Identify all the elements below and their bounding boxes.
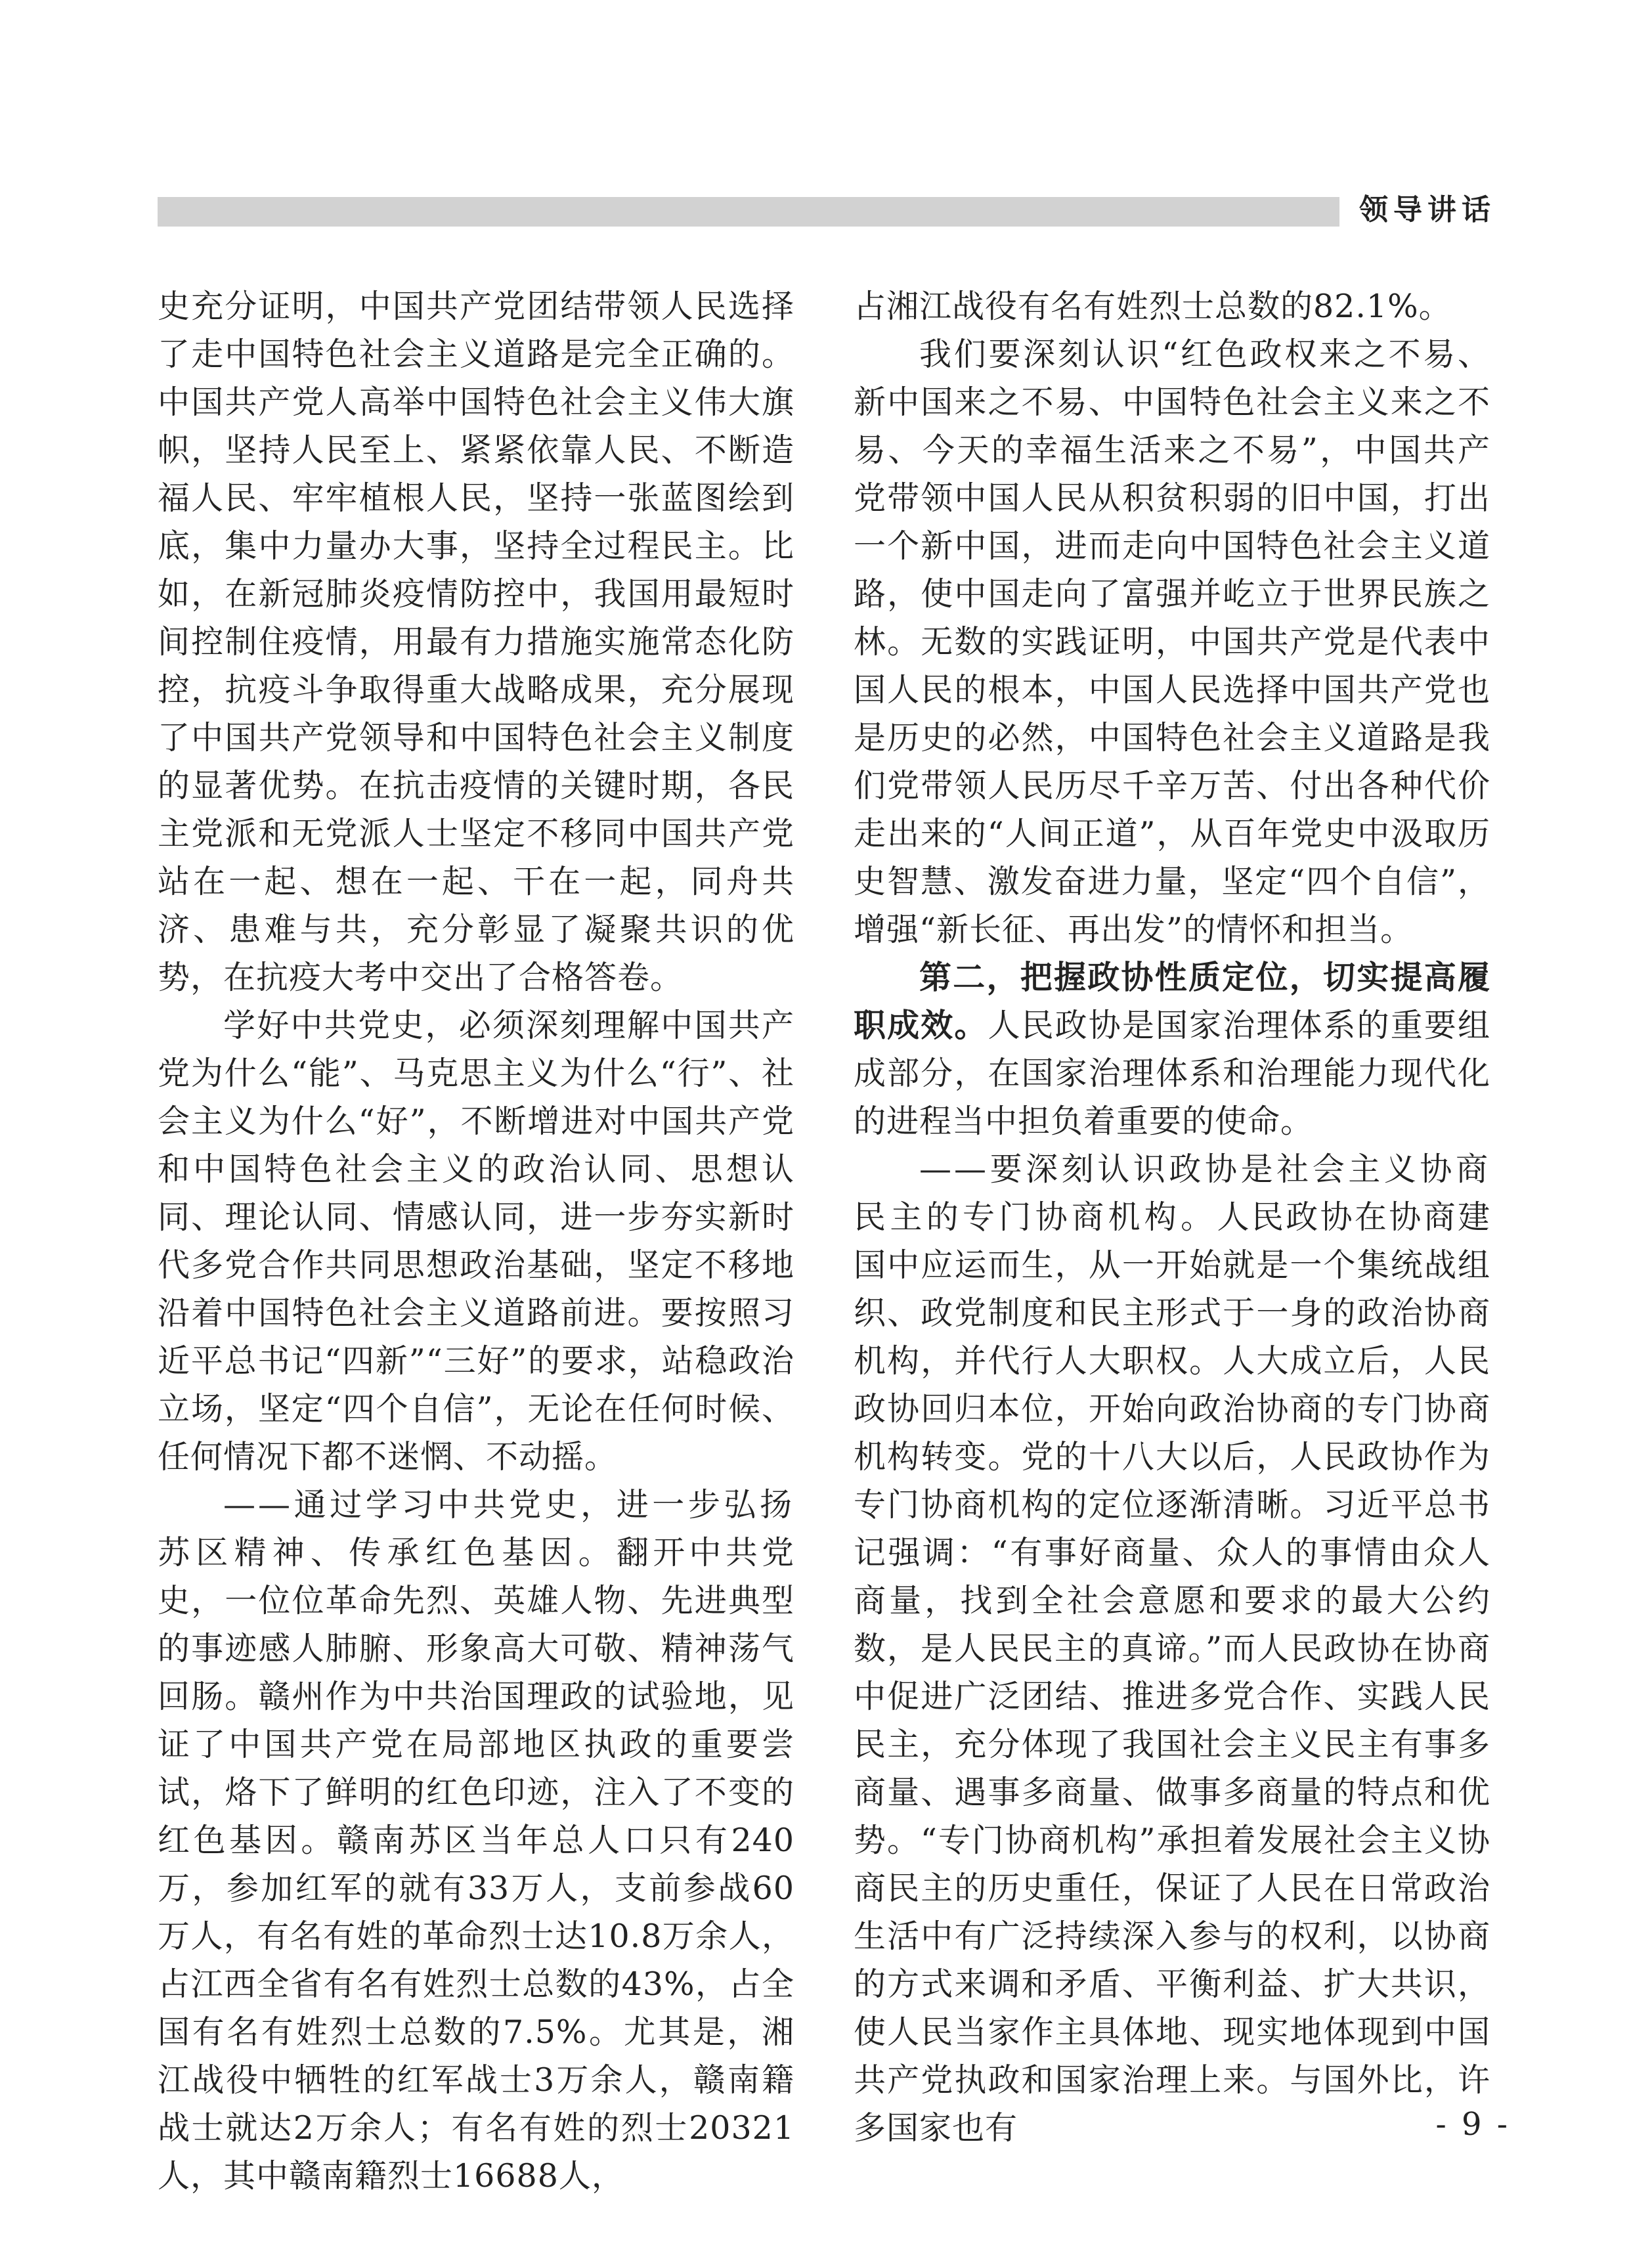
right-paragraph-3 — [854, 953, 1490, 1145]
left-paragraph-1: 史充分证明，中国共产党团结带领人民选择了走中国特色社会主义道路是完全正确的。中国共产党人高举中国特色社会主义伟大旗帜，坚持人民至上、紧紧依靠人民、不断造福人民、牢牢植根人民，坚持一张蓝图绘到底，集中力量办大事，坚持全过程民主。比如，在新冠肺炎疫情防控中，我国用最短时间控制住疫情，用最有力措施实施常态化防控，抗疫斗争取得重大战略成果，充分展现了中国共产党领导和中国特色社会主义制度的显著优势。在抗击疫情的关键时期，各民主党派和无党派人士坚定不移同中国共产党站在一起、想在一起、干在一起，同舟共济、患难与共，充分彰显了凝聚共识的优势，在抗疫大考中交出了合格答卷。 — [158, 288, 794, 996]
right-paragraph-2: 我们要深刻认识“红色政权来之不易、新中国来之不易、中国特色社会主义来之不易、今天的幸福生活来之不易”，中国共产党带领中国人民从积贫积弱的旧中国，打出一个新中国，进而走向中国特色社会主义道路，使中国走向了富强并屹立于世界民族之林。无数的实践证明，中国共产党是代表中国人民的根本，中国人民选择中国共产党也是历史的必然，中国特色社会主义道路是我们党带领人民历尽千辛万苦、付出各种代价走出来的“人间正道”，从百年党史中汲取历史智慧、激发奋进力量，坚定“四个自信”，增强“新长征、再出发”的情怀和担当。 — [854, 336, 1490, 948]
page-number: - 9 - — [1435, 2106, 1510, 2143]
right-paragraph-1: 占湘江战役有名有姓烈士总数的82.1%。 — [854, 288, 1452, 325]
left-paragraph-3-heading: ——通过学习中共党史，进一步弘扬苏区精神、传承红色基因。 — [158, 1486, 794, 1571]
right-paragraph-3-heading: 第二，把握政协性质定位，切实提高履职成效。 — [854, 958, 1490, 1044]
right-paragraph-4 — [854, 1145, 1490, 2152]
section-label: 领导讲话 — [1359, 193, 1496, 227]
right-paragraph-3-body: 人民政协是国家治理体系的重要组成部分，在国家治理体系和治理能力现代化的进程当中担负着重要的使命。 — [854, 1007, 1490, 1140]
right-paragraph-4-body: 人民政协在协商建国中应运而生，从一开始就是一个集统战组织、政党制度和民主形式于一身的政治协商机构，并代行人大职权。人大成立后，人民政协回归本位，开始向政治协商的专门协商机构转变。党的十八大以后，人民政协作为专门协商机构的定位逐渐清晰。习近平总书记强调：“有事好商量、众人的事情由众人商量，找到全社会意愿和要求的最大公约数，是人民民主的真谛。”而人民政协在协商中促进广泛团结、推进多党合作、实践人民民主，充分体现了我国社会主义民主有事多商量、遇事多商量、做事多商量的特点和优势。“专门协商机构”承担着发展社会主义协商民主的历史重任，保证了人民在日常政治生活中有广泛持续深入参与的权利，以协商的方式来调和矛盾、平衡利益、扩大共识，使人民当家作主具体地、现实地体现到中国共产党执政和国家治理上来。与国外比，许多国家也有 — [854, 1198, 1490, 2147]
left-paragraph-3-body: 翻开中共党史，一位位革命先烈、英雄人物、先进典型的事迹感人肺腑、形象高大可敬、精神荡气回肠。赣州作为中共治国理政的试验地，见证了中国共产党在局部地区执政的重要尝试，烙下了鲜明的红色印迹，注入了不变的红色基因。赣南苏区当年总人口只有240万，参加红军的就有33万人，支前参战60万人，有名有姓的革命烈士达10.8万余人，占江西全省有名有姓烈士总数的43%，占全国有名有姓烈士总数的7.5%。尤其是，湘江战役中牺牲的红军战士3万余人，赣南籍战士就达2万余人；有名有姓的烈士20321人，其中赣南籍烈士16688人， — [158, 1534, 794, 2195]
right-column — [854, 282, 1490, 2147]
left-paragraph-3 — [158, 1481, 794, 2200]
header-bar — [158, 197, 1339, 227]
right-paragraph-4-heading: ——要深刻认识政协是社会主义协商民主的专门协商机构。 — [854, 1150, 1490, 1236]
left-column — [158, 282, 794, 2195]
left-paragraph-2: 学好中共党史，必须深刻理解中国共产党为什么“能”、马克思主义为什么“行”、社会主义为什么“好”，不断增进对中国共产党和中国特色社会主义的政治认同、思想认同、理论认同、情感认同，进一步夯实新时代多党合作共同思想政治基础，坚定不移地沿着中国特色社会主义道路前进。要按照习近平总书记“四新”“三好”的要求，站稳政治立场，坚定“四个自信”，无论在任何时候、任何情况下都不迷惘、不动摇。 — [158, 1007, 794, 1476]
